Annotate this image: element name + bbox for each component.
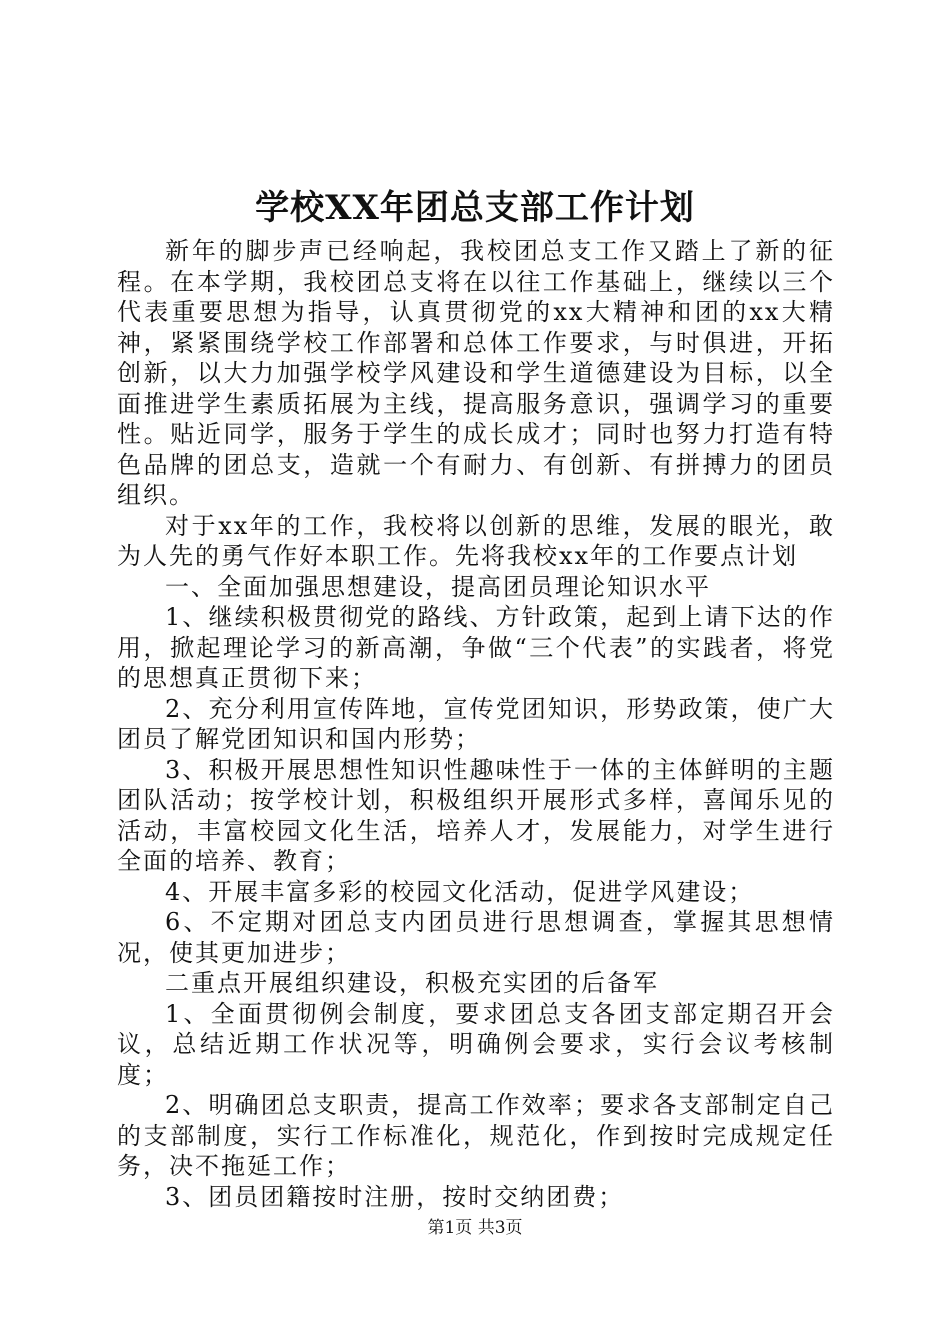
section-heading-ideology: 一、全面加强思想建设，提高团员理论知识水平	[165, 572, 711, 601]
page-number-footer: 第1页 共3页	[427, 1218, 523, 1238]
paragraph-item: 3、积极开展思想性知识性趣味性于一体的主体鲜明的主题团队活动；按学校计划，积极组织开展形式多样，喜闻乐见的活动，丰富校园文化生活，培养人才，发展能力，对学生进行全面的培养、教育；	[117, 755, 835, 875]
paragraph-item: 6、不定期对团总支内团员进行思想调查，掌握其思想情况，使其更加进步；	[117, 908, 835, 967]
paragraph-plan-overview: 对于xx年的工作，我校将以创新的思维，发展的眼光，敢为人先的勇气作好本职工作。先将我校xx年的工作要点计划	[117, 511, 835, 570]
paragraph-item: 3、团员团籍按时注册，按时交纳团费；	[165, 1182, 625, 1211]
paragraph-intro: 新年的脚步声已经响起，我校团总支工作又踏上了新的征程。在本学期，我校团总支将在以往工作基础上，继续以三个代表重要思想为指导，认真贯彻党的xx大精神和团的xx大精神，紧紧围绕学校工作部署和总体工作要求，与时俱进，开拓创新，以大力加强学校学风建设和学生道德建设为目标，以全面推进学生素质拓展为主线，提高服务意识，强调学习的重要性。贴近同学，服务于学生的成长成才；同时也努力打造有特色品牌的团总支，造就一个有耐力、有创新、有拼搏力的团员组织。	[117, 237, 835, 509]
document-body	[117, 236, 835, 1212]
paragraph-item: 2、充分利用宣传阵地，宣传党团知识，形势政策，使广大团员了解党团知识和国内形势；	[117, 694, 835, 753]
paragraph-item: 4、开展丰富多彩的校园文化活动，促进学风建设；	[165, 877, 755, 906]
paragraph-item: 1、全面贯彻例会制度，要求团总支各团支部定期召开会议，总结近期工作状况等，明确例会要求，实行会议考核制度；	[117, 999, 835, 1089]
section-heading-organization: 二重点开展组织建设，积极充实团的后备军	[165, 969, 659, 997]
paragraph-item: 2、明确团总支职责，提高工作效率；要求各支部制定自己的支部制度，实行工作标准化，规范化，作到按时完成规定任务，决不拖延工作；	[117, 1091, 835, 1180]
document-title: 学校XX年团总支部工作计划	[255, 188, 695, 228]
paragraph-item: 1、继续积极贯彻党的路线、方针政策，起到上请下达的作用，掀起理论学习的新高潮，争做“三个代表”的实践者，将党的思想真正贯彻下来；	[117, 603, 835, 692]
